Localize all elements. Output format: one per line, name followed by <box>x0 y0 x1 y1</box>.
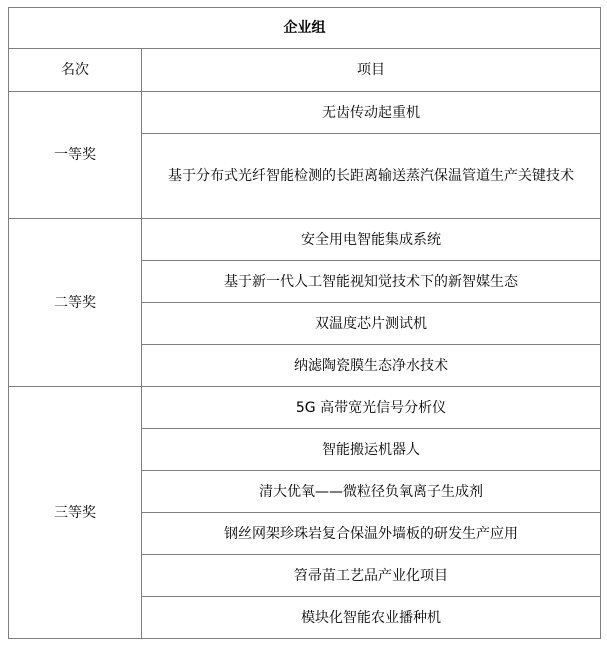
award-table <box>8 7 601 639</box>
project-cell <box>142 134 601 219</box>
project-cell: 智能搬运机器人 <box>142 429 601 471</box>
table-title: 企业组 <box>9 8 601 49</box>
table-row <box>9 387 601 429</box>
project-text: 基于分布式光纤智能检测的长距离输送蒸汽保温管道生产关键技术 <box>168 168 574 184</box>
project-cell: 清大优氧——微粒径负氧离子生成剂 <box>142 471 601 513</box>
project-cell: 安全用电智能集成系统 <box>142 219 601 261</box>
rank-header: 名次 <box>9 49 142 92</box>
rank-second: 二等奖 <box>9 219 142 387</box>
project-cell: 钢丝网架珍珠岩复合保温外墙板的研发生产应用 <box>142 513 601 555</box>
table-row <box>9 219 601 261</box>
project-cell: 纳滤陶瓷膜生态净水技术 <box>142 345 601 387</box>
title-row <box>9 8 601 49</box>
project-cell: 基于新一代人工智能视知觉技术下的新智媒生态 <box>142 261 601 303</box>
header-row <box>9 49 601 92</box>
rank-third: 三等奖 <box>9 387 142 639</box>
table-row <box>9 92 601 134</box>
project-cell: 笤帚苗工艺品产业化项目 <box>142 555 601 597</box>
project-cell: 无齿传动起重机 <box>142 92 601 134</box>
project-cell: 5G 高带宽光信号分析仪 <box>142 387 601 429</box>
project-cell: 双温度芯片测试机 <box>142 303 601 345</box>
rank-first: 一等奖 <box>9 92 142 219</box>
project-header: 项目 <box>142 49 601 92</box>
project-cell: 模块化智能农业播种机 <box>142 597 601 639</box>
